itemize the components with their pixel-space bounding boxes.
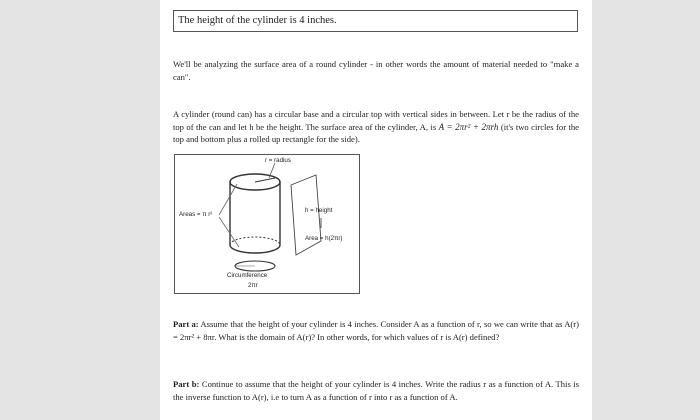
part-b-label: Part b:: [173, 379, 200, 389]
description-text-before: A cylinder (round can) has a circular base and a circular top with vertical sides in between. Let r be the radius of the top of the can and let h be the height. The surface area of the cylinder, A, is: [173, 109, 579, 132]
answer-text: The height of the cylinder is 4 inches.: [178, 15, 337, 26]
height-label: h = height: [305, 207, 333, 214]
part-b-paragraph: [173, 378, 579, 403]
bottom-ellipse-back: [230, 237, 280, 245]
cylinder-diagram: [174, 154, 360, 294]
cylinder-drawing: [175, 155, 361, 295]
answer-input-box[interactable]: [173, 10, 578, 32]
part-b-text: Continue to assume that the height of your cylinder is 4 inches. Write the radius r as a function of A. This is the inverse function to A(r), i.e to turn A as a function of r into r as a function of A.: [173, 379, 580, 402]
surface-area-formula: A = 2πr² + 2πrh: [438, 121, 499, 132]
radius-line: [255, 178, 275, 182]
radius-label: r = radius: [265, 157, 291, 164]
description-paragraph: [173, 108, 579, 146]
areas-pointer-top: [219, 184, 237, 215]
side-rectangle: [291, 175, 321, 255]
part-a-paragraph: [173, 318, 579, 343]
part-a-text: Assume that the height of your cylinder is 4 inches. Consider A as a function of r, so we can write that as A(r) = 2πr² + 8πr. What is the domain of A(r)? In other words, for which values of r is A(r) defined?: [173, 319, 579, 342]
bottom-ellipse-front: [230, 245, 280, 253]
areas-pointer-bottom: [219, 217, 239, 247]
intro-text: We'll be analyzing the surface area of a round cylinder - in other words the amount of material needed to "make a can".: [173, 59, 579, 82]
side-area-label: Area = h(2πr): [305, 235, 343, 242]
circumference-label: Circumference: [227, 272, 268, 279]
intro-paragraph: [173, 58, 579, 83]
worksheet-page: [160, 0, 592, 420]
circumference-formula: 2πr: [248, 282, 258, 289]
part-a-label: Part a:: [173, 319, 199, 329]
areas-label: Areas = π r²: [179, 211, 213, 218]
description-text-after: (it's two circles for the top and bottom plus a rolled up rectangle for the side).: [173, 121, 579, 144]
